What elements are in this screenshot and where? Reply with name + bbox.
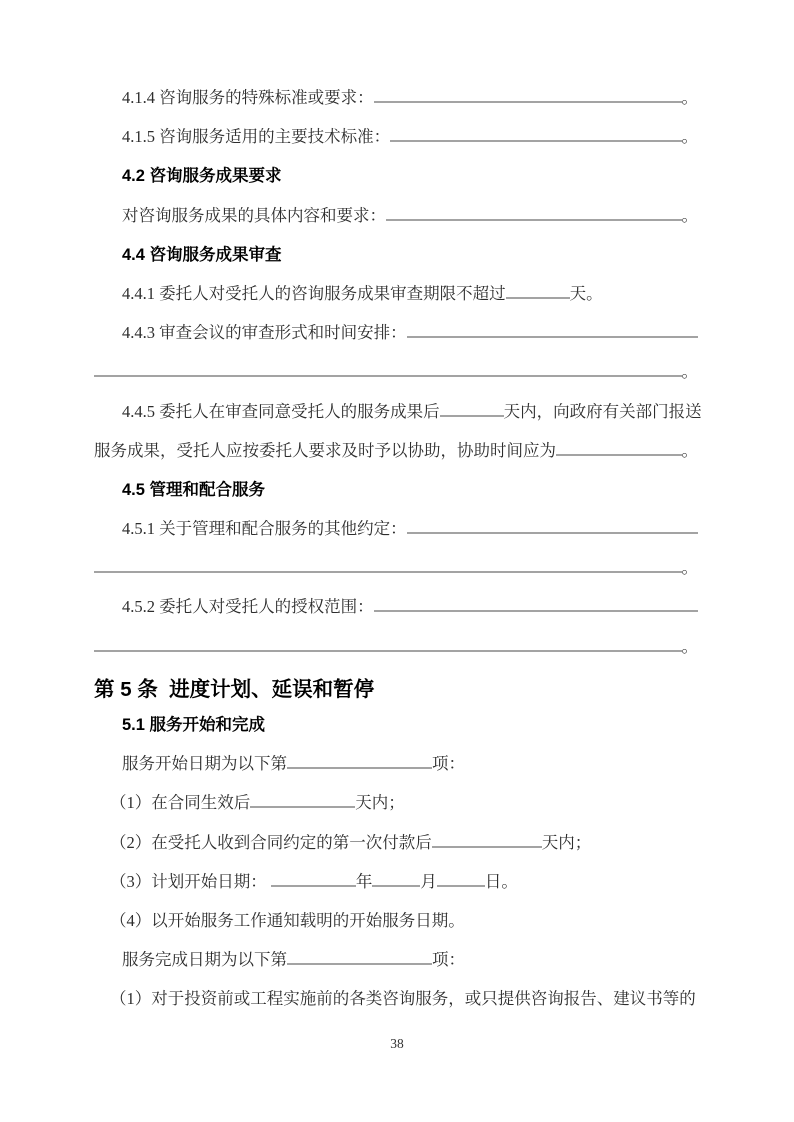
text-segment: 4.4.3 审查会议的审查形式和时间安排： [122,323,407,343]
text-segment: 4.4.5 委托人在审查同意受托人的服务成果后 [122,401,440,421]
clause-4-2-body [94,202,698,241]
text-segment: 。 [681,127,698,147]
start-option-4 [94,907,698,946]
clause-4-1-5 [94,123,698,162]
text-segment: 。 [681,205,698,225]
blank-field[interactable] [506,297,570,299]
text-segment: 服务开始日期为以下第 [122,754,287,774]
start-option-2 [94,829,698,868]
finish-option-1 [94,985,698,1024]
text-segment: （3）计划开始日期： [110,871,271,891]
heading-article-5 [94,672,698,711]
clause-4-4-5-cont [94,437,698,476]
blank-field[interactable] [407,336,698,338]
blank-field[interactable] [374,101,682,103]
start-option-1 [94,789,698,828]
blank-field[interactable] [271,885,356,887]
blank-field[interactable] [94,571,682,573]
text-segment: 项： [432,950,465,970]
blank-field[interactable] [94,375,682,377]
text-segment: 月 [420,871,437,891]
clause-4-5-1-cont [94,554,698,593]
text-segment: 。 [681,636,698,656]
blank-field[interactable] [287,963,432,965]
text-segment: 服务成果，受托人应按委托人要求及时予以协助，协助时间应为 [94,440,556,460]
blank-field[interactable] [556,454,682,456]
blank-field[interactable] [407,532,698,534]
text-segment: 项： [432,754,465,774]
clause-4-4-5 [94,398,702,437]
text-segment: 5.1 服务开始和完成 [122,716,266,734]
page-number: 38 [390,1036,404,1051]
text-segment: 。 [681,440,698,460]
text-segment: 服务完成日期为以下第 [122,950,287,970]
clause-4-1-4 [94,84,698,123]
blank-field[interactable] [250,806,355,808]
text-segment: 4.1.5 咨询服务适用的主要技术标准： [122,127,391,147]
clause-4-4-3-cont [94,358,698,397]
heading-4-2 [94,162,698,201]
heading-5-1 [94,711,698,750]
service-finish-intro [94,946,698,985]
text-segment: 天。 [569,283,603,303]
page-footer [0,1036,794,1052]
blank-field[interactable] [432,846,542,848]
text-segment: 年 [355,871,373,891]
text-segment: 4.5.1 关于管理和配合服务的其他约定： [122,519,407,539]
text-segment: 天内； [541,832,592,852]
text-segment: 4.2 咨询服务成果要求 [122,167,282,186]
service-start-intro [94,750,698,789]
blank-field[interactable] [440,415,504,417]
clause-4-4-3 [94,319,698,358]
text-segment: 4.4 咨询服务成果审查 [122,245,282,264]
blank-field[interactable] [287,767,432,769]
text-segment: 日。 [484,871,518,891]
clause-4-5-2-cont [94,633,698,672]
text-segment: 天内； [355,793,405,813]
heading-4-4 [94,241,698,280]
blank-field[interactable] [372,885,420,887]
blank-field[interactable] [374,610,698,612]
text-segment: （1）在合同生效后 [110,793,251,813]
start-option-3 [94,868,698,907]
text-segment: 4.1.4 咨询服务的特殊标准或要求： [122,88,374,107]
blank-field[interactable] [390,140,681,142]
blank-field[interactable] [94,650,682,652]
text-segment: 第 5 条 进度计划、延误和暂停 [94,677,375,701]
blank-field[interactable] [437,885,485,887]
text-segment: （2）在受托人收到合同约定的第一次付款后 [110,832,432,852]
blank-field[interactable] [386,219,682,221]
text-segment: 4.5.2 委托人对受托人的授权范围： [122,597,374,617]
text-segment: 4.4.1 委托人对受托人的咨询服务成果审查期限不超过 [122,283,506,303]
text-segment: 4.5 管理和配合服务 [122,480,266,499]
text-segment: 。 [681,88,698,107]
text-segment: 天内，向政府有关部门报送 [503,401,702,421]
text-segment: 。 [681,362,698,382]
clause-4-5-2 [94,593,698,632]
heading-4-5 [94,476,698,515]
clause-4-4-1 [94,280,698,319]
clause-4-5-1 [94,515,698,554]
text-segment: 。 [681,558,698,578]
text-segment: （1）对于投资前或工程实施前的各类咨询服务，或只提供咨询报告、建议书等的 [110,989,696,1009]
document-content [94,84,702,1025]
text-segment: （4）以开始服务工作通知载明的开始服务日期。 [110,910,465,930]
text-segment: 对咨询服务成果的具体内容和要求： [122,205,386,225]
